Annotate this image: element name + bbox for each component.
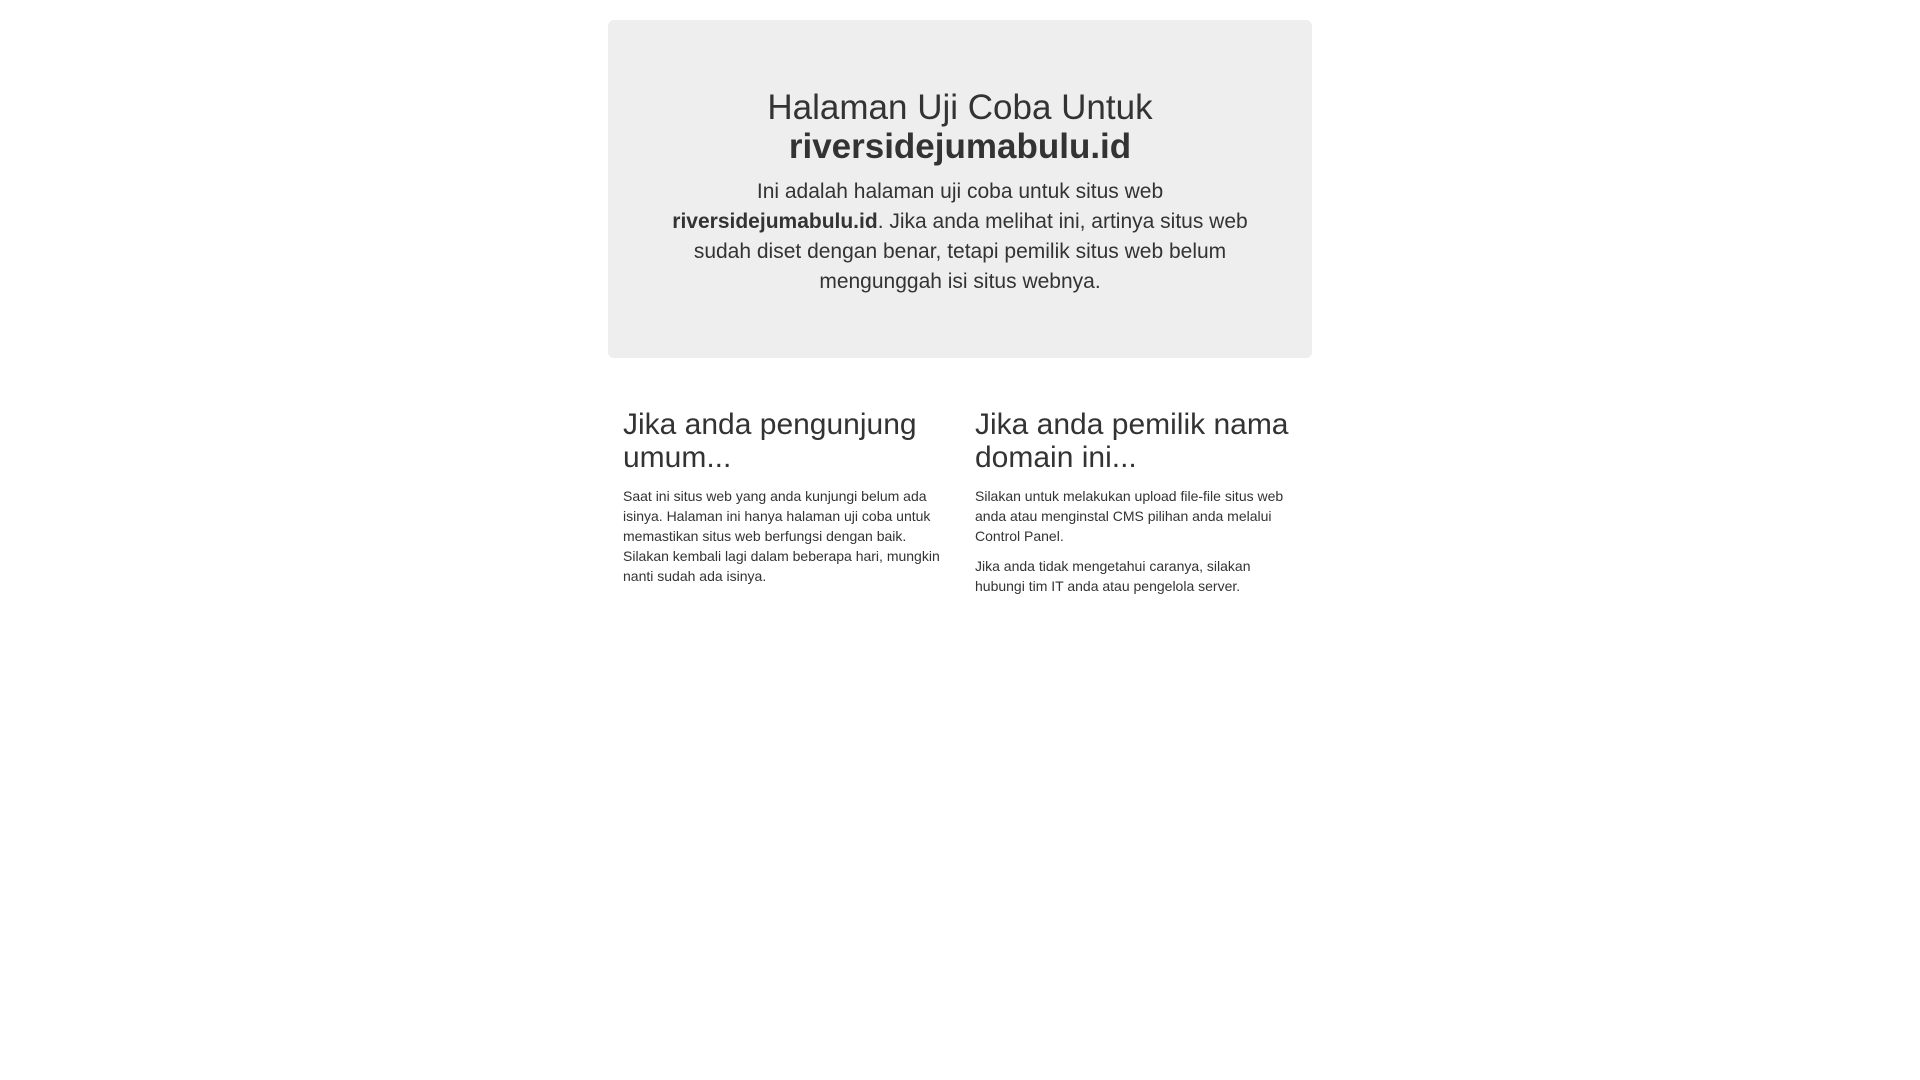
visitor-section <box>623 408 945 606</box>
owner-section <box>975 408 1297 606</box>
page-title-domain: riversidejumabulu.id <box>788 127 1132 166</box>
hero-description-end: . Jika anda melihat ini, artinya situs web sudah diset dengan benar, tetapi pemilik situs web belum mengunggah isi situs webnya. <box>693 210 1248 293</box>
hero-description <box>668 177 1252 297</box>
visitor-heading: Jika anda pengunjung umum... <box>623 408 917 474</box>
owner-paragraph-contact: Jika anda tidak mengetahui caranya, silakan hubungi tim IT anda atau pengelola server. <box>975 558 1251 594</box>
info-columns <box>608 408 1312 606</box>
page-title-prefix: Halaman Uji Coba Untuk <box>767 88 1153 127</box>
page-title <box>668 88 1252 166</box>
page-container <box>608 0 1312 606</box>
owner-paragraph-upload: Silakan untuk melakukan upload file-file situs web anda atau menginstal CMS pilihan anda melalui Control Panel. <box>975 488 1284 544</box>
hero-panel <box>608 20 1312 358</box>
owner-heading: Jika anda pemilik nama domain ini... <box>975 408 1289 474</box>
hero-description-domain: riversidejumabulu.id <box>672 210 878 233</box>
hero-description-start: Ini adalah halaman uji coba untuk situs web <box>756 180 1164 203</box>
visitor-paragraph: Saat ini situs web yang anda kunjungi belum ada isinya. Halaman ini hanya halaman uji coba untuk memastikan situs web berfungsi dengan baik. Silakan kembali lagi dalam beberapa hari, mungkin nanti sudah ada isinya. <box>623 488 940 584</box>
